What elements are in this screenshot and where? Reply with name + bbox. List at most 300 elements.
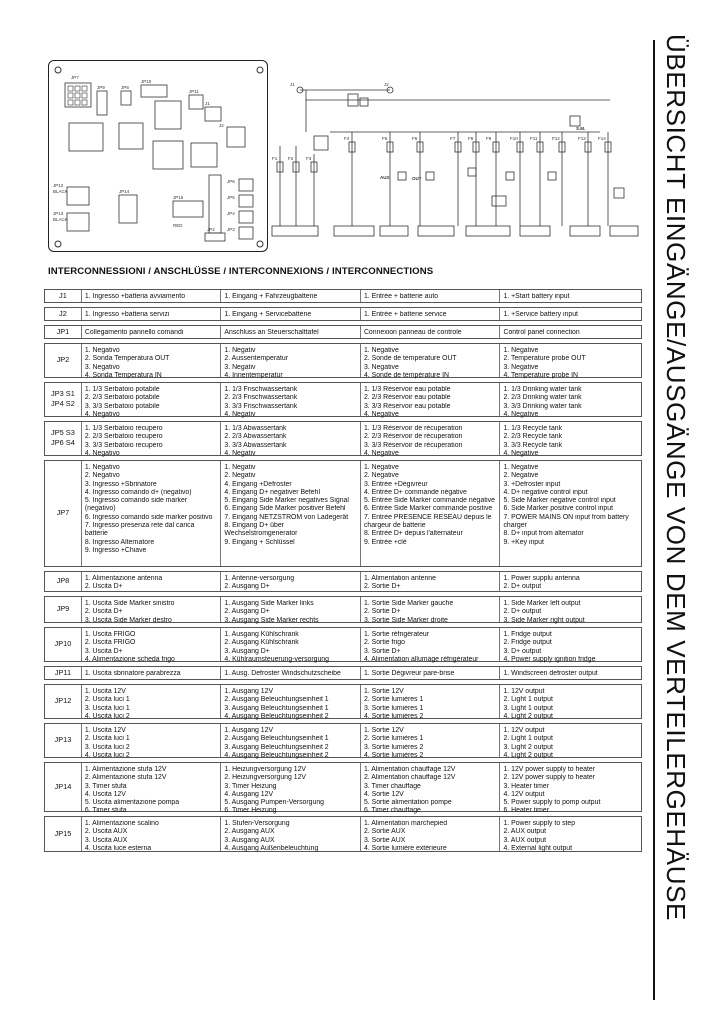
italian-text-line: 3. Ingresso +Sbrinatore (84, 480, 157, 488)
english-text-line: 3. Negative (503, 363, 539, 371)
german-text-line: 3. Timer Heizung (224, 782, 277, 790)
english-text-cell (499, 685, 641, 718)
board-label: JP7 (71, 75, 79, 80)
german-text-cell (220, 572, 360, 591)
french-text-line: 2. Alimentation chauffage 12V (363, 774, 456, 782)
connector-code (45, 308, 81, 320)
board-label: JP10 (141, 79, 152, 84)
english-text-line: 3. 3/3 Recycle tank (503, 441, 563, 449)
italian-text-line: 2. Alimentazione stufa 12V (84, 774, 167, 782)
schematic-label: F9 (486, 136, 492, 141)
schematic-label: F7 (450, 136, 456, 141)
english-text-line: 3. Side Marker right output (503, 616, 585, 624)
english-text-line: 1. 12V output (503, 688, 545, 695)
wiring-schematic-svg (270, 76, 640, 252)
schematic-label: F6 (412, 136, 418, 141)
french-text-line: 3. Negative (363, 363, 399, 371)
english-text-line: 1. 1/3 Drinking water tank (503, 386, 582, 393)
french-text-line: 2. 2/3 Réservoir de récuperation (363, 433, 463, 441)
english-text-line: 8. D+ input from alternator (503, 530, 584, 538)
german-text-cell (220, 597, 360, 622)
english-text-line: 3. Light 1 output (503, 704, 553, 712)
italian-text-line: 7. Ingresso presenza rete dal carica batterie (84, 521, 195, 538)
table-row (44, 289, 642, 303)
table-row (44, 343, 642, 378)
english-text-cell (499, 667, 641, 679)
english-text-line: 2. Fridge output (503, 639, 552, 647)
german-text-line: 1. 1/3 Abwassertank (224, 425, 287, 432)
italian-text-line: 4. Negativo (84, 410, 120, 418)
connector-code-label: JP4 S2 (51, 399, 75, 409)
italian-text-line: 4. Uscita luci 2 (84, 712, 130, 720)
french-text-line: 9. Entrée +clé (363, 538, 407, 546)
italian-text-line: 1. Uscita 12V (84, 688, 126, 695)
german-text-line: 2. 2/3 Abwassertank (224, 433, 287, 441)
english-text-line: 2. 2/3 Drinking water tank (503, 394, 582, 402)
french-text-line: 4. Sortie lumières 2 (363, 751, 424, 759)
connector-code (45, 724, 81, 757)
french-text-line: 1. Alimentation chauffage 12V (363, 766, 456, 773)
english-text-cell (499, 597, 641, 622)
french-text-cell (360, 344, 500, 377)
french-text-cell (360, 290, 500, 302)
german-text-line: 2. 2/3 Frischwassertank (224, 394, 298, 402)
german-text-line: 4. Kühlraumsteuerung-versorgung (224, 655, 329, 663)
german-text-line: 8. Eingang D+ über Wechselstromgenerator (224, 521, 298, 538)
german-text-cell (220, 667, 360, 679)
german-text-line: 3. Ausgang AUX (224, 836, 275, 844)
board-label: BLACK (53, 217, 68, 222)
french-text-line: 1. Alimentation marchepied (363, 820, 448, 827)
italian-text-line: Collegamento pannello comandi (84, 329, 184, 336)
german-text-line: 1. Ausg. Defroster Windschutzscheibe (224, 670, 341, 677)
italian-text-line: 1. Uscita Side Marker sinistro (84, 600, 175, 607)
german-text-line: 1. Eingang + Servicebatterie (224, 311, 312, 318)
english-text-line: 1. Negative (503, 464, 539, 471)
german-text-line: 5. Ausgang Pumpen-Versorgung (224, 799, 325, 807)
german-text-line: 4. Negativ (224, 449, 256, 457)
english-text-line: 7. POWER MAINS ON input from battery charger (503, 513, 629, 529)
board-label: JP5 (227, 195, 235, 200)
french-text-cell (360, 383, 500, 416)
french-text-line: 4. Sortie 12V (363, 790, 404, 798)
italian-text-line: 2. 2/3 Serbatoio recupero (84, 433, 163, 441)
schematic-label: F3 (306, 156, 312, 161)
english-text-line: 1. Side Marker left output (503, 600, 581, 607)
italian-text-line: 1. 1/3 Serbatoio recupero (84, 425, 163, 432)
french-text-cell (360, 597, 500, 622)
german-text-cell (220, 817, 360, 851)
english-text-cell (499, 344, 641, 377)
italian-text-line: 3. Uscita D+ (84, 647, 123, 655)
connector-code (45, 763, 81, 811)
german-text-line: 4. Eingang +Defroster (224, 480, 292, 488)
schematic-label: F13 (578, 136, 586, 141)
italian-text-cell (81, 685, 221, 718)
german-text-line: 4. Eingang D+ negativer Befehl (224, 488, 320, 496)
connector-code-label: JP14 (54, 781, 72, 791)
schematic-label: F11 (530, 136, 538, 141)
board-label: JP14 (119, 189, 130, 194)
french-text-line: 1. Negative (363, 347, 399, 354)
french-text-line: 5. Entrée Side Marker commande négative (363, 497, 495, 505)
italian-text-line: 1. Alimentazione stufa 12V (84, 766, 167, 773)
french-text-cell (360, 667, 500, 679)
connector-code-label: JP15 (54, 828, 72, 838)
german-text-cell (220, 308, 360, 320)
german-text-cell (220, 344, 360, 377)
german-text-line: 3. Ausgang Beleuchtungseinheit 2 (224, 743, 329, 751)
german-text-line: 4. Innentemperatur (224, 371, 283, 379)
board-label: RED (173, 223, 183, 228)
french-text-line: 1. Negative (363, 464, 399, 471)
french-text-cell (360, 422, 500, 455)
english-text-line: 3. +Defroster input (503, 480, 561, 488)
german-text-line: 1. Stufen-Versorgung (224, 820, 290, 827)
english-text-line: 2. 2/3 Recycle tank (503, 433, 563, 441)
schematic-label: F10 (510, 136, 518, 141)
french-text-line: 4. Negative (363, 410, 399, 418)
english-text-line: 4. External light output (503, 844, 573, 852)
german-text-line: 1. Eingang + Fahrzeugbatterie (224, 293, 318, 300)
french-text-line: 4. Negative (363, 449, 399, 457)
connector-code-label: JP9 (56, 604, 70, 614)
german-text-line: 3. Ausgang Beleuchtungseinheit 1 (224, 704, 329, 712)
english-text-line: 3. 3/3 Drinking water tank (503, 402, 582, 410)
schematic-label: F14 (598, 136, 606, 141)
german-text-line: 2. Negativ (224, 472, 256, 480)
italian-text-line: 2. Uscita D+ (84, 608, 123, 616)
french-text-line: 1. 1/3 Réservoir eau potable (363, 386, 451, 393)
english-text-line: 3. D+ output (503, 647, 542, 655)
english-text-cell (499, 290, 641, 302)
english-text-line: 4. Light 2 output (503, 712, 553, 720)
italian-text-line: 6. Timer stufa (84, 807, 127, 815)
wiring-schematic (270, 76, 640, 252)
german-text-line: 4. Ausgang 12V (224, 790, 274, 798)
french-text-line: 6. Timer chauffage (363, 807, 421, 815)
italian-text-cell (81, 628, 221, 661)
german-text-cell (220, 383, 360, 416)
english-text-cell (499, 817, 641, 851)
english-text-line: Control panel connection (503, 329, 580, 336)
italian-text-line: 3. Timer stufa (84, 782, 127, 790)
english-text-line: 1. 12V output (503, 727, 545, 734)
italian-text-line: 8. Ingresso Alternatore (84, 538, 155, 546)
italian-text-line: 9. Ingresso +Chiave (84, 546, 147, 554)
italian-text-line: 4. Uscita 12V (84, 790, 126, 798)
table-row (44, 723, 642, 758)
italian-text-line: 1. Alimentazione antenna (84, 575, 163, 582)
italian-text-line: 3. 3/3 Serbatoio potabile (84, 402, 160, 410)
french-text-line: 1. Sortie réfrigérateur (363, 631, 430, 638)
table-row (44, 421, 642, 456)
german-text-line: 5. Eingang Side Marker negatives Signal (224, 497, 349, 505)
connector-code-label: JP5 S3 (51, 427, 75, 437)
connector-code (45, 326, 81, 338)
board-label: JP9 (97, 85, 105, 90)
italian-text-cell (81, 383, 221, 416)
german-text-line: 1. Negativ (224, 464, 256, 471)
connector-code (45, 422, 81, 455)
italian-text-cell (81, 326, 221, 338)
italian-text-line: 3. Uscita luci 1 (84, 704, 130, 712)
french-text-line: 1. Sortie Side Marker gauche (363, 600, 454, 607)
english-text-cell (499, 724, 641, 757)
english-text-line: 9. +Key input (503, 538, 544, 546)
table-row (44, 816, 642, 852)
board-label: JP15 (173, 195, 184, 200)
schematic-label: OUT (412, 176, 422, 181)
connector-code-label: J2 (59, 308, 67, 318)
english-text-cell (499, 326, 641, 338)
english-text-line: 4. Light 2 output (503, 751, 553, 759)
schematic-label: F12 (552, 136, 560, 141)
schematic-label: F5 (382, 136, 388, 141)
italian-text-line: 5. Ingresso comando side marker (negativo) (84, 497, 188, 513)
english-text-line: 1. +Start battery input (503, 293, 570, 300)
board-label: JP4 (227, 211, 235, 216)
english-text-cell (499, 308, 641, 320)
german-text-line: Anschluss an Steuerschalttafel (224, 329, 319, 336)
french-text-line: 4. Sortie lumières 2 (363, 712, 424, 720)
german-text-line: 2. Ausgang AUX (224, 828, 275, 836)
italian-text-cell (81, 667, 221, 679)
french-text-line: 8. Entrée D+ depuis l'alternateur (363, 530, 463, 538)
french-text-line: 3. Entrée +Dégivreur (363, 480, 428, 488)
french-text-line: 1. 1/3 Réservoir de récuperation (363, 425, 463, 432)
board-layout-svg (49, 61, 269, 253)
italian-text-cell (81, 817, 221, 851)
french-text-line: 3. Sortie lumières 2 (363, 743, 424, 751)
italian-text-line: 2. Uscita D+ (84, 583, 123, 591)
italian-text-line: 2. Uscita luci 1 (84, 696, 130, 704)
italian-text-cell (81, 461, 221, 566)
german-text-line: 2. Ausgang D+ (224, 583, 270, 591)
french-text-cell (360, 461, 500, 566)
german-text-line: 1. Negativ (224, 347, 256, 354)
italian-text-line: 2. 2/3 Serbatoio potabile (84, 394, 160, 402)
french-text-line: 4. Sonde de température IN (363, 371, 449, 379)
german-text-line: 2. Ausgang Beleuchtungseinheit 1 (224, 696, 329, 704)
french-text-cell (360, 817, 500, 851)
italian-text-line: 4. Sonda Temperatura IN (84, 371, 162, 379)
german-text-cell (220, 628, 360, 661)
english-text-cell (499, 628, 641, 661)
french-text-line: 1. Entrée + batterie auto (363, 293, 439, 300)
connector-code (45, 383, 81, 416)
board-label: JP2 (207, 227, 215, 232)
english-text-line: 2. Light 1 output (503, 696, 553, 704)
italian-text-line: 3. 3/3 Serbatoio recupero (84, 441, 163, 449)
italian-text-cell (81, 724, 221, 757)
italian-text-cell (81, 763, 221, 815)
italian-text-cell (81, 597, 221, 622)
french-text-line: 6. Entrée Side Marker commande positive (363, 505, 493, 513)
german-text-line: 1. 1/3 Frischwassertank (224, 386, 298, 393)
italian-text-line: 3. Uscita AUX (84, 836, 128, 844)
french-text-line: 3. Sortie lumières 1 (363, 704, 424, 712)
french-text-cell (360, 572, 500, 591)
english-text-line: 6. Heater timer (503, 807, 550, 815)
german-text-line: 1. Heizungversorgung 12V (224, 766, 306, 773)
italian-text-cell (81, 290, 221, 302)
connector-code (45, 628, 81, 661)
table-row (44, 460, 642, 567)
french-text-line: 7. Entrée PRESENCE RESEAU depuis le chargeur de batterie (363, 513, 492, 529)
italian-text-line: 4. Alimentazione scheda frigo (84, 655, 175, 663)
german-text-cell (220, 461, 360, 566)
french-text-cell (360, 326, 500, 338)
french-text-line: 1. Sortie 12V (363, 688, 404, 695)
french-text-line: 2. 2/3 Réservoir eau potable (363, 394, 451, 402)
french-text-line: 2. Sortie D+ (363, 583, 401, 591)
english-text-line: 2. AUX output (503, 828, 546, 836)
italian-text-line: 4. Ingresso comando d+ (negativo) (84, 488, 192, 496)
side-rule (653, 40, 655, 1000)
board-label: JP12 (53, 183, 64, 188)
german-text-cell (220, 290, 360, 302)
german-text-line: 2. Ausgang Kühlschrank (224, 639, 299, 647)
italian-text-line: 1. Alimentazione scalino (84, 820, 159, 827)
italian-text-cell (81, 422, 221, 455)
connector-code-label: JP6 S4 (51, 438, 75, 448)
german-text-line: 3. Ausgang D+ (224, 647, 270, 655)
english-text-line: 2. D+ output (503, 583, 542, 591)
german-text-line: 4. Ausgang Beleuchtungseinheit 2 (224, 751, 329, 759)
english-text-line: 1. 12V power supply to heater (503, 766, 596, 773)
german-text-line: 4. Ausgang Beleuchtungseinheit 2 (224, 712, 329, 720)
german-text-line: 9. Eingang + Schlüssel (224, 538, 295, 546)
german-text-line: 2. Ausgang D+ (224, 608, 270, 616)
board-label: JP6 (227, 179, 235, 184)
board-label: J1 (205, 101, 210, 106)
table-row (44, 307, 642, 321)
italian-text-line: 1. Ingresso +batteria servizi (84, 311, 170, 318)
schematic-label: S.M. (576, 126, 586, 131)
english-text-line: 3. AUX output (503, 836, 546, 844)
italian-text-line: 1. Negativo (84, 347, 120, 354)
french-text-line: 2. Sortie lumières 1 (363, 735, 424, 743)
english-text-cell (499, 461, 641, 566)
english-text-line: 1. Negative (503, 347, 539, 354)
german-text-cell (220, 422, 360, 455)
french-text-line: 4. Sortie lumière extérieure (363, 844, 447, 852)
connector-code-label: JP3 S1 (51, 388, 75, 398)
english-text-cell (499, 422, 641, 455)
italian-text-line: 2. Sonda Temperatura OUT (84, 355, 170, 363)
board-label: JP8 (121, 85, 129, 90)
schematic-label: F4 (344, 136, 350, 141)
french-text-line: 2. Sortie lumières 1 (363, 696, 424, 704)
board-layout-drawing (48, 60, 268, 252)
english-text-line: 4. Power supply ignition fridge (503, 655, 596, 663)
board-label: JP3 (227, 227, 235, 232)
french-text-line: 2. Sortie frigo (363, 639, 405, 647)
italian-text-line: 3. Uscita luci 2 (84, 743, 130, 751)
italian-text-line: 1. Negativo (84, 464, 120, 471)
italian-text-line: 2. Uscita luci 1 (84, 735, 130, 743)
italian-text-line: 2. Uscita FRIGO (84, 639, 136, 647)
french-text-line: Connexion panneau de controle (363, 329, 462, 336)
german-text-line: 3. 3/3 Frischwassertank (224, 402, 298, 410)
connector-code-label: JP1 (56, 326, 70, 336)
english-text-line: 1. 1/3 Recycle tank (503, 425, 563, 432)
connector-code (45, 344, 81, 377)
french-text-line: 4. Entrée D+ commande négative (363, 488, 467, 496)
german-text-cell (220, 685, 360, 718)
french-text-cell (360, 628, 500, 661)
french-text-line: 3. 3/3 Réservoir eau potable (363, 402, 451, 410)
section-title: INTERCONNESSIONI / ANSCHLÜSSE / INTERCONNEXIONS / INTERCONNECTIONS (48, 266, 434, 277)
french-text-line: 2. Negative (363, 472, 399, 480)
english-text-line: 4. Negative (503, 410, 539, 418)
german-text-line: 1. Ausgang 12V (224, 688, 274, 695)
table-row (44, 325, 642, 339)
connector-code (45, 667, 81, 679)
italian-text-line: 1. Uscita FRIGO (84, 631, 136, 638)
english-text-line: 4. Negative (503, 449, 539, 457)
board-label: JP11 (189, 89, 199, 94)
italian-text-line: 5. Uscita alimentazione pompa (84, 799, 180, 807)
german-text-line: 4. Ausgang Außenbeleuchtung (224, 844, 319, 852)
english-text-line: 2. Negative (503, 472, 539, 480)
english-text-line: 1. Windscreen defroster output (503, 670, 598, 677)
german-text-line: 3. 3/3 Abwassertank (224, 441, 287, 449)
german-text-line: 1. Antenne-versorgung (224, 575, 295, 582)
english-text-line: 6. Side Marker positive control input (503, 505, 614, 513)
table-row (44, 762, 642, 815)
connector-code-label: JP10 (54, 639, 72, 649)
french-text-line: 2. Sortie AUX (363, 828, 406, 836)
italian-text-line: 6. Ingresso comando side marker positivo (84, 513, 213, 521)
schematic-label: F2 (288, 156, 294, 161)
italian-text-line: 4. Uscita luci 2 (84, 751, 130, 759)
english-text-line: 3. Light 2 output (503, 743, 553, 751)
english-text-line: 5. Side Marker negative control input (503, 497, 616, 505)
french-text-line: 1. Alimentation antenne (363, 575, 436, 582)
english-text-cell (499, 383, 641, 416)
french-text-line: 1. Sortie Dégivreur pare-brise (363, 670, 455, 677)
french-text-cell (360, 724, 500, 757)
italian-text-line: 2. Uscita AUX (84, 828, 128, 836)
table-row (44, 382, 642, 417)
german-text-line: 6. Eingang Side Marker positiver Befehl (224, 505, 346, 513)
italian-text-line: 1. Ingresso +batteria avviamento (84, 293, 186, 300)
english-text-line: 2. D+ output (503, 608, 542, 616)
table-row (44, 666, 642, 680)
italian-text-line: 3. Negativo (84, 363, 120, 371)
schematic-label: J2 (384, 82, 389, 87)
french-text-line: 2. Sonde de temperature OUT (363, 355, 457, 363)
german-text-line: 1. Ausgang Side Marker links (224, 600, 314, 607)
connector-code (45, 461, 81, 566)
english-text-line: 1. +Service battery input (503, 311, 578, 318)
board-label: J2 (219, 123, 224, 128)
english-text-line: 4. 12V output (503, 790, 545, 798)
english-text-cell (499, 763, 641, 815)
german-text-line: 3. Negativ (224, 363, 256, 371)
connector-code-label: JP11 (54, 667, 72, 677)
english-text-cell (499, 572, 641, 591)
connector-code-label: J1 (59, 290, 67, 300)
connector-code-label: JP12 (54, 696, 72, 706)
board-label: BLACK (53, 189, 68, 194)
italian-text-cell (81, 344, 221, 377)
schematic-label: AUX (380, 175, 390, 180)
german-text-cell (220, 724, 360, 757)
french-text-line: 3. Timer chauffage (363, 782, 421, 790)
